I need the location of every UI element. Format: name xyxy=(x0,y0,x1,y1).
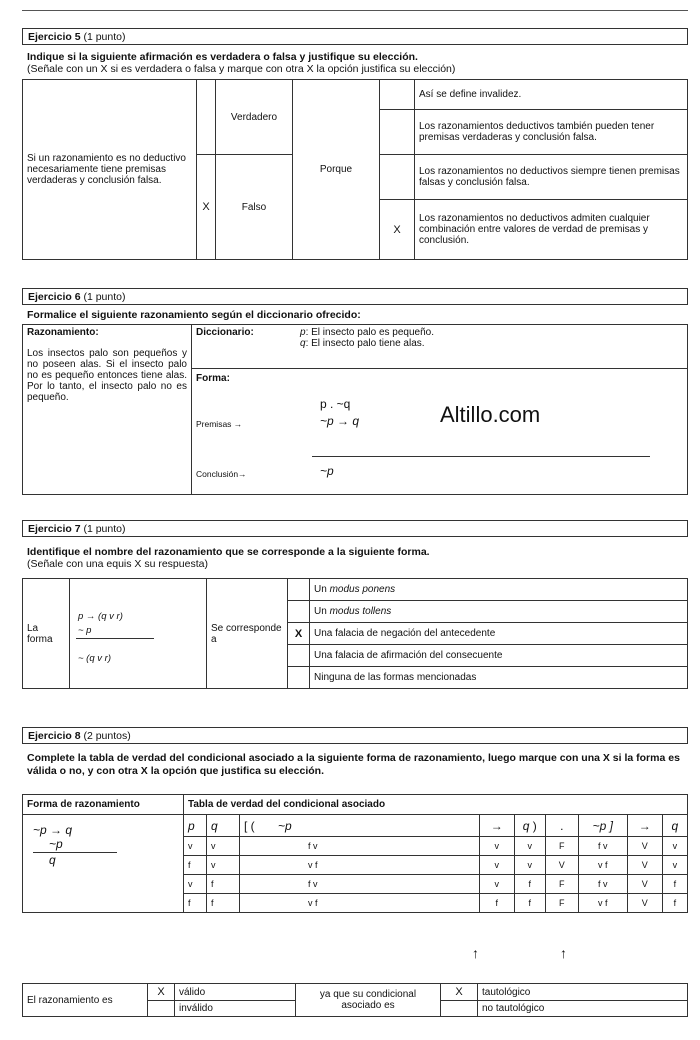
col-header: ~p ] xyxy=(578,815,627,837)
col-header: → xyxy=(479,815,514,837)
cell: v xyxy=(662,837,687,856)
arrow-up-icon: ↑ xyxy=(560,945,567,961)
cell: f xyxy=(662,894,687,913)
conclusion-line xyxy=(33,852,117,853)
premise-1: p . ~q xyxy=(320,397,351,411)
cell: f xyxy=(514,894,545,913)
taut-mark-cell[interactable]: X xyxy=(441,984,478,1001)
dict-var: p xyxy=(300,327,306,338)
conclusion: ~p xyxy=(320,464,334,478)
valid-mark-cell[interactable]: X xyxy=(148,984,175,1001)
exercise-8 xyxy=(22,727,688,1014)
cell: v xyxy=(514,856,545,875)
cell: v xyxy=(662,856,687,875)
exercise-points: (1 punto) xyxy=(83,291,126,303)
conclusion-line xyxy=(76,638,154,639)
instructions: (Señale con una equis X su respuesta) xyxy=(27,558,208,570)
cell: f xyxy=(184,894,207,913)
exercise-header xyxy=(22,520,688,537)
col-header-part: ) xyxy=(532,818,537,833)
col-header: q xyxy=(207,815,240,837)
option-no-tautologico: no tautológico xyxy=(478,1001,688,1017)
cell: v xyxy=(207,856,240,875)
option-text-em: modus ponens xyxy=(329,584,396,595)
premise-2: ~ p xyxy=(78,625,92,636)
form-cell xyxy=(23,815,184,913)
option-mark-cell[interactable] xyxy=(288,645,310,667)
exercise-7 xyxy=(22,520,688,689)
cell: f v xyxy=(578,837,627,856)
option-text: Un xyxy=(314,584,330,595)
option-modus-tollens xyxy=(310,601,688,623)
premise-2: ~p xyxy=(49,837,63,851)
reason-option: Los razonamientos no deductivos siempre tienen premisas falsas y conclusión falsa. xyxy=(415,155,688,200)
premises-label: Premisas → xyxy=(196,419,243,429)
nontaut-mark-cell[interactable] xyxy=(441,1001,478,1017)
conclusion: q xyxy=(49,853,56,867)
cell: F xyxy=(545,894,578,913)
cell: f xyxy=(514,875,545,894)
invalid-mark-cell[interactable] xyxy=(148,1001,175,1017)
option-modus-ponens xyxy=(310,579,688,601)
top-rule xyxy=(22,10,688,11)
ex5-table xyxy=(22,79,688,260)
cell: v xyxy=(479,875,514,894)
exercise-header xyxy=(22,727,688,744)
exercise-6 xyxy=(22,288,688,495)
truth-mark-cell[interactable] xyxy=(197,80,216,155)
cell: v f xyxy=(240,894,480,913)
option-mark-cell[interactable] xyxy=(288,667,310,689)
cell: v f xyxy=(578,856,627,875)
option-ninguna: Ninguna de las formas mencionadas xyxy=(310,667,688,689)
because-label: Porque xyxy=(293,80,380,260)
dict-text: El insecto palo tiene alas. xyxy=(311,338,425,349)
la-forma-label: La forma xyxy=(23,579,70,689)
ex8-table xyxy=(22,794,688,913)
option-text-em: modus tollens xyxy=(329,606,392,617)
cell: v f xyxy=(578,894,627,913)
reason-mark-cell[interactable] xyxy=(380,80,415,110)
arrow-up-icon: ↑ xyxy=(472,945,479,961)
premise-2: ~p → q xyxy=(320,414,360,428)
col-header: → xyxy=(627,815,662,837)
dictionary-cell: Diccionario: p: El insecto palo es pequeño. q: El insecto palo tiene alas. xyxy=(192,325,688,369)
cell: v xyxy=(514,837,545,856)
cell: v xyxy=(479,837,514,856)
reasoning-cell: Razonamiento: Los insectos palo son pequeños y no poseen alas. Si el insecto palo no es pequeño entonces tiene alas. Por lo tanto, el insecto palo no es pequeño. xyxy=(23,325,192,495)
form-label: Forma xyxy=(196,373,227,384)
cell: V xyxy=(627,894,662,913)
option-mark-cell[interactable] xyxy=(288,579,310,601)
form-cell: Forma: Premisas → p . ~q ~p → q ~p Conclusión→ xyxy=(192,369,688,495)
option-text: Un xyxy=(314,606,330,617)
exercise-title: Ejercicio 7 xyxy=(28,523,81,535)
cell: v f xyxy=(240,856,480,875)
form-cell xyxy=(70,579,207,689)
truth-option-verdadero: Verdadero xyxy=(216,80,293,155)
cell: f v xyxy=(240,875,480,894)
col-header-part: q xyxy=(522,818,530,833)
conclusion-label: Conclusión→ xyxy=(196,469,247,479)
result-label: El razonamiento es xyxy=(23,984,148,1017)
exercise-header xyxy=(22,28,688,45)
premise-1: p → (q v r) xyxy=(78,611,123,622)
exercise-header xyxy=(22,288,688,305)
cell: f xyxy=(662,875,687,894)
exercise-points: (2 puntos) xyxy=(83,730,131,742)
cell: V xyxy=(627,856,662,875)
question: Complete la tabla de verdad del condicional asociado a la siguiente forma de razonamiento, luego marque con una X si la forma es válida o no, y con otra X la opción que justifica su elección. xyxy=(27,752,680,777)
dict-var: q xyxy=(300,338,306,349)
cell: f v xyxy=(240,837,480,856)
reason-option: Los razonamientos no deductivos admiten cualquier combinación entre valores de verdad de premisas y conclusión. xyxy=(415,200,688,260)
cell: V xyxy=(627,875,662,894)
truth-table-header: Tabla de verdad del condicional asociado xyxy=(184,795,688,815)
dict-text: El insecto palo es pequeño. xyxy=(311,327,434,338)
because-label: ya que su condicional asociado es xyxy=(296,984,441,1017)
option-valido: válido xyxy=(175,984,296,1001)
exercise-points: (1 punto) xyxy=(83,31,126,43)
cell: V xyxy=(627,837,662,856)
cell: f xyxy=(207,894,240,913)
cell: F xyxy=(545,875,578,894)
col-header: p xyxy=(184,815,207,837)
reasoning-text: Los insectos palo son pequeños y no poseen alas. Si el insecto palo no es pequeño entonces tiene alas. Por lo tanto, el insecto palo no es pequeño. xyxy=(27,348,187,403)
cell: f v xyxy=(578,875,627,894)
cell: V xyxy=(545,856,578,875)
col-header-part: [ ( xyxy=(244,818,255,833)
truth-option-falso: Falso xyxy=(216,155,293,260)
result-table xyxy=(22,983,688,1017)
cell: v xyxy=(184,837,207,856)
exercise-title: Ejercicio 8 xyxy=(28,730,81,742)
cell: v xyxy=(184,875,207,894)
question: Formalice el siguiente razonamiento según el diccionario ofrecido: xyxy=(27,309,361,321)
cell: f xyxy=(479,894,514,913)
col-header-part: ~p xyxy=(278,818,292,833)
exercise-title: Ejercicio 5 xyxy=(28,31,81,43)
col-header: . xyxy=(545,815,578,837)
ex6-table xyxy=(22,324,688,495)
option-mark-cell[interactable] xyxy=(288,601,310,623)
exercise-title: Ejercicio 6 xyxy=(28,291,81,303)
statement: Si un razonamiento es no deductivo necesariamente tiene premisas verdaderas y conclusión falsa. xyxy=(23,80,197,260)
cell: f xyxy=(207,875,240,894)
watermark-logo: Altillo.com xyxy=(440,402,541,427)
ex7-table xyxy=(22,578,688,689)
reason-option: Los razonamientos deductivos también pueden tener premisas verdaderas y conclusión falsa. xyxy=(415,110,688,155)
col-header xyxy=(514,815,545,837)
question: Identifique el nombre del razonamiento que se corresponde a la siguiente forma. xyxy=(27,546,430,558)
option-mark-cell[interactable]: X xyxy=(288,623,310,645)
option-tautologico: tautológico xyxy=(478,984,688,1001)
col-header xyxy=(240,815,480,837)
se-corresponde-label: Se corresponde a xyxy=(207,579,288,689)
cell: v xyxy=(479,856,514,875)
cell: F xyxy=(545,837,578,856)
conclusion: ~ (q v r) xyxy=(78,653,111,664)
col-header: q xyxy=(662,815,687,837)
question: Indique si la siguiente afirmación es verdadera o falsa y justifique su elección. xyxy=(27,51,418,63)
option-invalido: inválido xyxy=(175,1001,296,1017)
premise-1: ~p → q xyxy=(33,823,73,837)
option-negacion-antecedente: Una falacia de negación del antecedente xyxy=(310,623,688,645)
form-header: Forma de razonamiento xyxy=(23,795,184,815)
reason-mark-cell[interactable] xyxy=(380,110,415,155)
reasoning-label: Razonamiento xyxy=(27,327,96,338)
option-afirmacion-consecuente: Una falacia de afirmación del consecuente xyxy=(310,645,688,667)
cell: f xyxy=(184,856,207,875)
exercise-points: (1 punto) xyxy=(83,523,126,535)
instructions: (Señale con un X si es verdadera o falsa y marque con otra X la opción justifica su elección) xyxy=(27,63,456,75)
truth-mark-cell[interactable]: X xyxy=(197,155,216,260)
reason-option: Así se define invalidez. xyxy=(415,80,688,110)
dictionary-label: Diccionario xyxy=(196,327,251,338)
conclusion-line xyxy=(312,456,650,457)
cell: v xyxy=(207,837,240,856)
reason-mark-cell[interactable] xyxy=(380,155,415,200)
reason-mark-cell[interactable]: X xyxy=(380,200,415,260)
exercise-5 xyxy=(22,28,688,260)
